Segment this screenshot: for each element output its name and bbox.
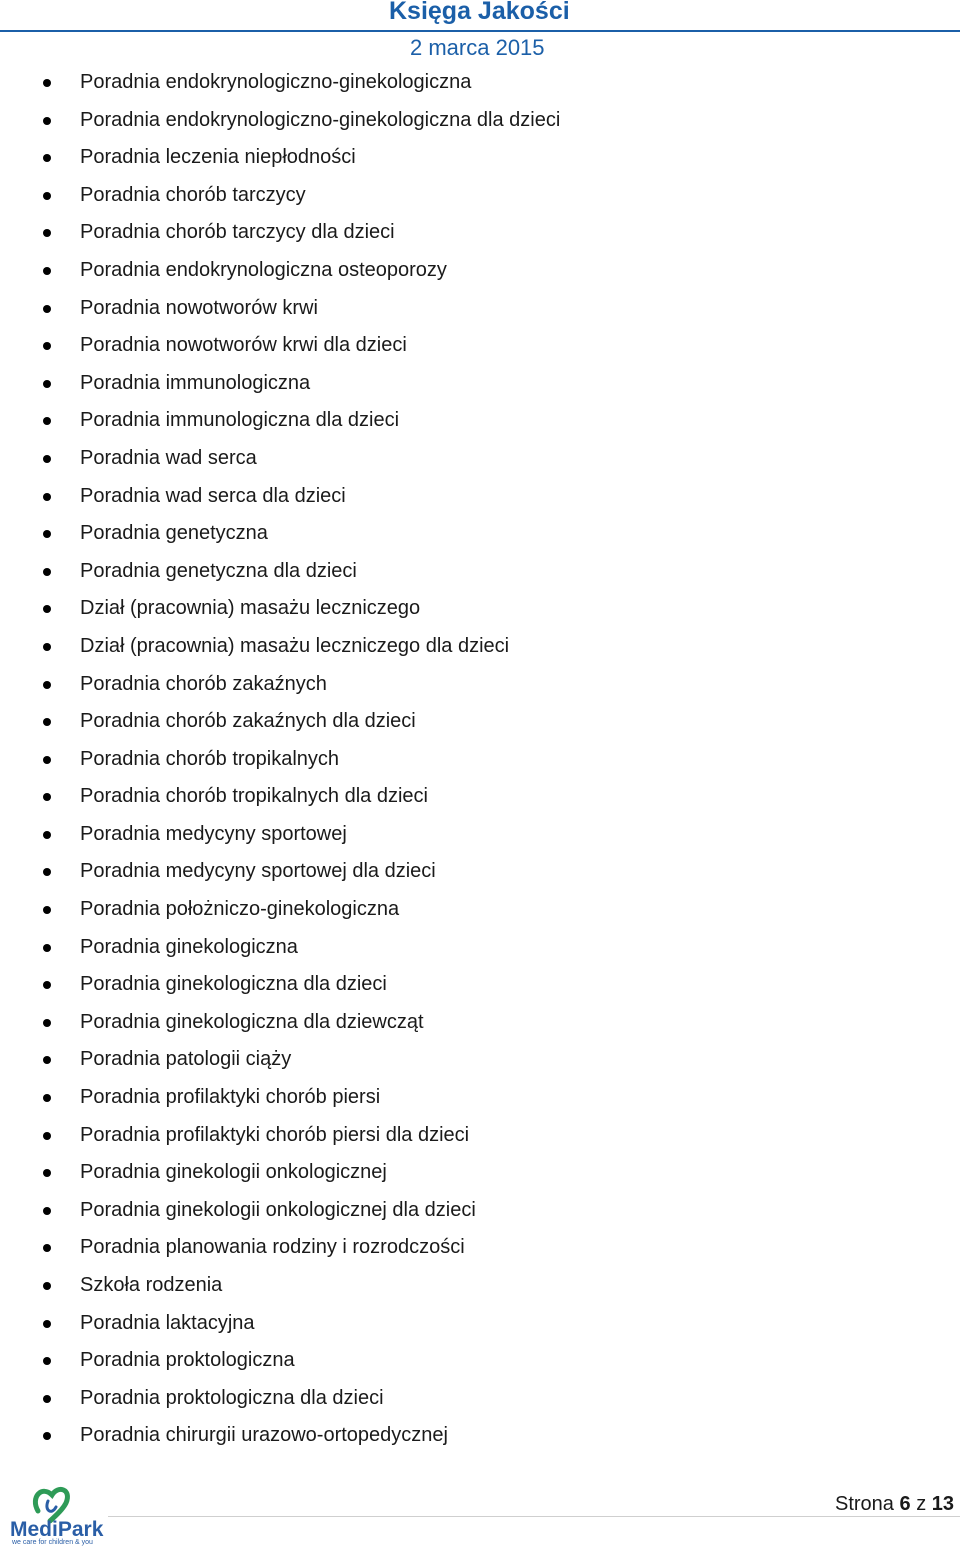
list-item — [0, 1342, 960, 1380]
header-rule — [0, 30, 960, 32]
bullet-icon — [43, 1094, 51, 1102]
list-item-label: Poradnia nowotworów krwi dla dzieci — [80, 334, 407, 357]
bullet-icon — [43, 305, 51, 313]
bullet-icon — [43, 192, 51, 200]
bullet-icon — [43, 605, 51, 613]
list-item-label: Poradnia endokrynologiczna osteoporozy — [80, 258, 447, 281]
list-item-label: Poradnia profilaktyki chorób piersi dla dzieci — [80, 1123, 470, 1146]
list-item-label: Poradnia chirurgii urazowo-ortopedycznej — [80, 1424, 448, 1447]
page-current: 6 — [899, 1493, 911, 1515]
list-item-label: Poradnia ginekologii onkologicznej — [80, 1161, 387, 1184]
bullet-icon — [43, 79, 51, 87]
list-item-label: Poradnia nowotworów krwi — [80, 296, 318, 319]
list-item — [0, 478, 960, 516]
bullet-icon — [43, 1320, 51, 1328]
header-title: Księga Jakości — [389, 0, 570, 25]
list-item-label: Poradnia ginekologii onkologicznej dla dzieci — [80, 1198, 476, 1221]
bullet-icon — [43, 643, 51, 651]
bullet-icon — [43, 342, 51, 350]
list-item — [0, 177, 960, 215]
list-item-label: Poradnia ginekologiczna — [80, 935, 298, 958]
list-item — [0, 102, 960, 140]
list-item — [0, 590, 960, 628]
list-item-label: Poradnia profilaktyki chorób piersi — [80, 1086, 381, 1109]
bullet-icon — [43, 417, 51, 425]
list-item-label: Poradnia patologii ciąży — [80, 1048, 292, 1071]
list-item-label: Poradnia endokrynologiczno-ginekologiczna dla dzieci — [80, 108, 561, 131]
bullet-icon — [43, 1169, 51, 1177]
list-item — [0, 891, 960, 929]
bullet-icon — [43, 1357, 51, 1365]
bullet-icon — [43, 1019, 51, 1027]
list-item — [0, 628, 960, 666]
list-item — [0, 816, 960, 854]
list-item-label: Poradnia proktologiczna dla dzieci — [80, 1386, 384, 1409]
list-item-label: Poradnia chorób tarczycy — [80, 183, 306, 206]
clinic-list — [0, 64, 960, 1455]
bullet-icon — [43, 1432, 51, 1440]
page-total: 13 — [931, 1493, 954, 1515]
list-item — [0, 1041, 960, 1079]
list-item — [0, 1417, 960, 1455]
list-item — [0, 741, 960, 779]
list-item-label: Poradnia chorób tropikalnych dla dzieci — [80, 785, 428, 808]
list-item — [0, 1117, 960, 1155]
list-item-label: Poradnia endokrynologiczno-ginekologiczna — [80, 71, 472, 93]
list-item — [0, 1004, 960, 1042]
bullet-icon — [43, 831, 51, 839]
page-sep: z — [916, 1493, 927, 1515]
list-item-label: Poradnia chorób zakaźnych — [80, 672, 327, 695]
logo-text-medi: Medi — [10, 1518, 58, 1541]
list-item-label: Szkoła rodzenia — [80, 1274, 223, 1296]
bullet-icon — [43, 1395, 51, 1403]
list-item — [0, 1079, 960, 1117]
list-item — [0, 515, 960, 553]
bullet-icon — [43, 1207, 51, 1215]
list-item-label: Poradnia laktacyjna — [80, 1311, 255, 1334]
bullet-icon — [43, 568, 51, 576]
bullet-icon — [43, 1056, 51, 1064]
list-item-label: Dział (pracownia) masażu leczniczego — [80, 597, 421, 620]
bullet-icon — [43, 681, 51, 689]
list-item — [0, 402, 960, 440]
bullet-icon — [43, 793, 51, 801]
logo-text-park: Park — [57, 1518, 104, 1541]
list-item-label: Poradnia chorób tropikalnych — [80, 747, 340, 770]
list-item-label: Poradnia genetyczna — [80, 522, 268, 545]
logo-tagline: we care for children & you — [12, 1539, 93, 1546]
list-item — [0, 327, 960, 365]
list-item-label: Poradnia immunologiczna — [80, 371, 311, 394]
list-item — [0, 440, 960, 478]
page-prefix: Strona — [835, 1493, 894, 1515]
list-item — [0, 966, 960, 1004]
footer-rule — [108, 1516, 960, 1517]
list-item-label: Poradnia wad serca — [80, 446, 257, 469]
bullet-icon — [43, 154, 51, 162]
list-item — [0, 1229, 960, 1267]
bullet-icon — [43, 868, 51, 876]
list-item — [0, 778, 960, 816]
bullet-icon — [43, 229, 51, 237]
list-item — [0, 214, 960, 252]
bullet-icon — [43, 117, 51, 125]
list-item — [0, 252, 960, 290]
bullet-icon — [43, 267, 51, 275]
list-item — [0, 139, 960, 177]
list-item — [0, 666, 960, 704]
list-item-label: Dział (pracownia) masażu leczniczego dla dzieci — [80, 634, 510, 657]
list-item — [0, 1305, 960, 1343]
list-item — [0, 1267, 960, 1305]
bullet-icon — [43, 380, 51, 388]
bullet-icon — [43, 1244, 51, 1252]
bullet-icon — [43, 756, 51, 764]
list-item-label: Poradnia położniczo-ginekologiczna — [80, 898, 400, 921]
list-item — [0, 853, 960, 891]
list-item-label: Poradnia proktologiczna — [80, 1349, 295, 1372]
list-item — [0, 365, 960, 403]
list-item-label: Poradnia chorób tarczycy dla dzieci — [80, 221, 395, 244]
list-item — [0, 1380, 960, 1418]
page-number — [835, 1493, 954, 1516]
header-date: 2 marca 2015 — [410, 35, 545, 60]
bullet-icon — [43, 493, 51, 501]
bullet-icon — [43, 906, 51, 914]
list-item-label: Poradnia wad serca dla dzieci — [80, 484, 346, 507]
list-item — [0, 64, 960, 102]
list-item-label: Poradnia genetyczna dla dzieci — [80, 559, 357, 582]
list-item — [0, 929, 960, 967]
list-item — [0, 703, 960, 741]
list-item-label: Poradnia immunologiczna dla dzieci — [80, 409, 400, 432]
list-item-label: Poradnia leczenia niepłodności — [80, 146, 356, 169]
bullet-icon — [43, 944, 51, 952]
list-item — [0, 1154, 960, 1192]
bullet-icon — [43, 981, 51, 989]
bullet-icon — [43, 1282, 51, 1290]
bullet-icon — [43, 718, 51, 726]
list-item-label: Poradnia ginekologiczna dla dzieci — [80, 973, 387, 996]
list-item-label: Poradnia medycyny sportowej dla dzieci — [80, 860, 436, 883]
list-item-label: Poradnia chorób zakaźnych dla dzieci — [80, 710, 416, 733]
bullet-icon — [43, 455, 51, 463]
list-item — [0, 553, 960, 591]
bullet-icon — [43, 1132, 51, 1140]
list-item-label: Poradnia medycyny sportowej — [80, 822, 347, 845]
list-item — [0, 290, 960, 328]
list-item-label: Poradnia planowania rodziny i rozrodczości — [80, 1236, 465, 1259]
bullet-icon — [43, 530, 51, 538]
list-item — [0, 1192, 960, 1230]
list-item-label: Poradnia ginekologiczna dla dziewcząt — [80, 1010, 424, 1033]
